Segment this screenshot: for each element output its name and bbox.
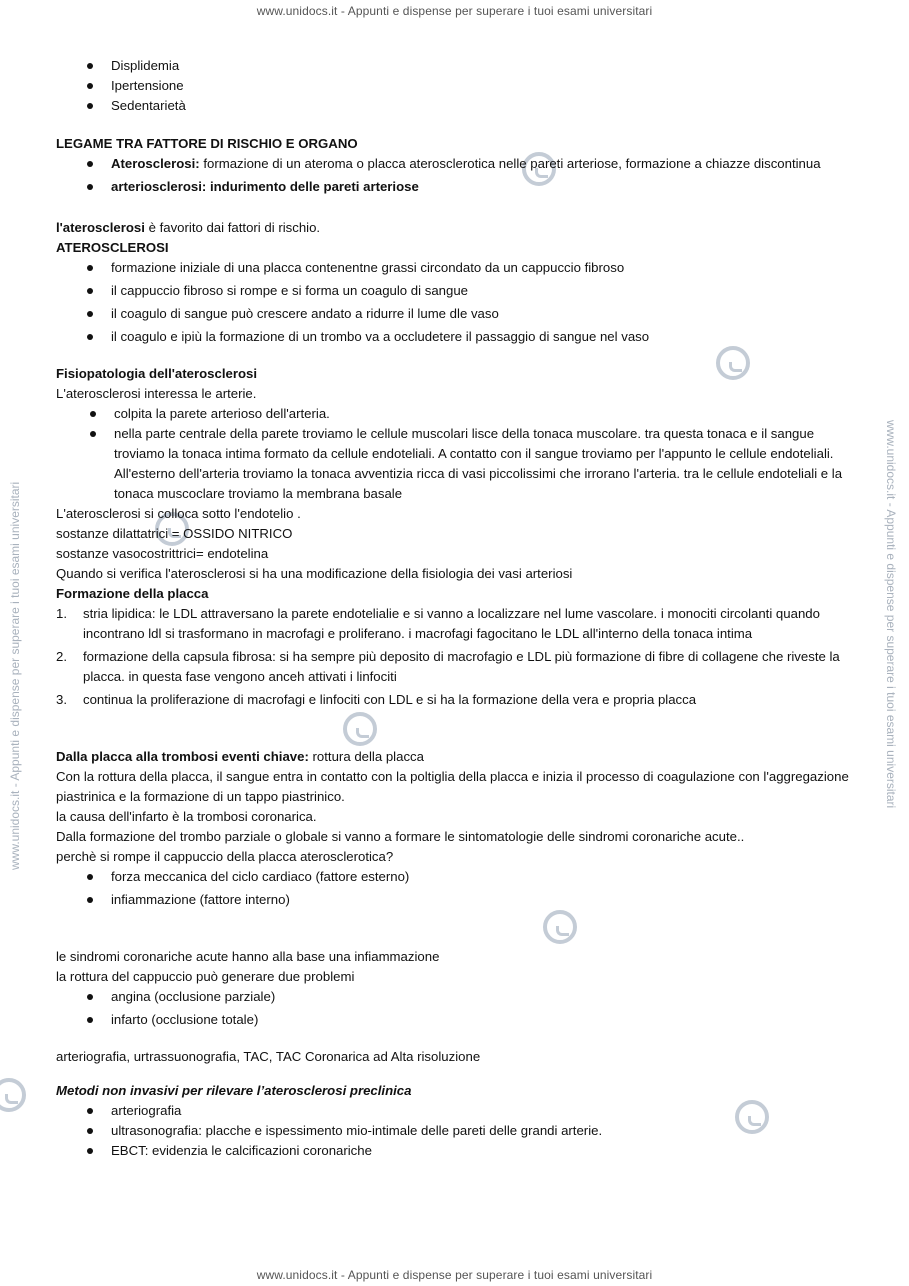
- item-text: continua la proliferazione di macrofagi e linfociti con LDL e si ha la formazione della vera e propria placca: [83, 692, 697, 707]
- list-item: [56, 604, 856, 644]
- list-item: il cappuccio fibroso si rompe e si forma un coagulo di sangue: [56, 281, 856, 301]
- legame-list: [56, 154, 856, 197]
- risk-factor-list: [56, 56, 856, 116]
- list-item: [56, 690, 856, 710]
- list-item: il coagulo di sangue può crescere andato a ridurre il lume dle vaso: [56, 304, 856, 324]
- watermark-side-right: www.unidocs.it - Appunti e dispense per superare i tuoi esami universitari: [884, 420, 898, 809]
- term: Aterosclerosi:: [111, 156, 200, 171]
- watermark-footer: www.unidocs.it - Appunti e dispense per superare i tuoi esami universitari: [256, 1268, 653, 1282]
- paragraph: perchè si rompe il cappuccio della placca aterosclerotica?: [56, 849, 394, 864]
- section-heading-aterosclerosi: ATEROSCLEROSI: [56, 240, 169, 255]
- paragraph: la rottura del cappuccio può generare due problemi: [56, 969, 355, 984]
- paragraph: Dalla formazione del trombo parziale o globale si vanno a formare le sintomatologie delle sindromi coronariche acute..: [56, 829, 745, 844]
- list-item: infarto (occlusione totale): [56, 1010, 856, 1030]
- list-item: nella parte centrale della parete troviamo le cellule muscolari lisce della tonaca muscolare. tra questa tonaca e il sangue troviamo la tonaca intima formato da cellule endoteliali. A contatto con il sangue troviamo per l'appunto le cellule endoteliali. All'esterno dell'arteria troviamo la tonaca avventizia ricca di vasi piccolissimi che irrorano l'arteria. tra le cellule endoteliali e la tonaca muscoclare troviamo la membrana basale: [56, 424, 856, 504]
- paragraph: la causa dell'infarto è la trombosi coronarica.: [56, 809, 317, 824]
- list-item: angina (occlusione parziale): [56, 987, 856, 1007]
- section-heading-metodi: Metodi non invasivi per rilevare l’aterosclerosi preclinica: [56, 1083, 412, 1098]
- watermark-side-left: www.unidocs.it - Appunti e dispense per superare i tuoi esami universitari: [8, 481, 22, 870]
- document-body: [56, 56, 856, 1161]
- item-number: 2.: [56, 649, 67, 664]
- definition: indurimento delle pareti arteriose: [206, 179, 419, 194]
- item-number: 3.: [56, 692, 67, 707]
- paragraph: L'aterosclerosi si colloca sotto l'endotelio .: [56, 506, 301, 521]
- section-heading-placca: Formazione della placca: [56, 586, 209, 601]
- paragraph: Quando si verifica l'aterosclerosi si ha una modificazione della fisiologia dei vasi arteriosi: [56, 566, 573, 581]
- watermark-logo-icon: [0, 1078, 26, 1112]
- list-item: Displidemia: [56, 56, 856, 76]
- paragraph: sostanze vasocostrittrici= endotelina: [56, 546, 269, 561]
- list-item: forza meccanica del ciclo cardiaco (fattore esterno): [56, 867, 856, 887]
- text: è favorito dai fattori di rischio.: [144, 220, 321, 235]
- section-heading-trombosi: [56, 747, 856, 767]
- trombosi-list: [56, 867, 856, 910]
- paragraph: L'aterosclerosi interessa le arterie.: [56, 386, 257, 401]
- item-text: formazione della capsula fibrosa: si ha sempre più deposito di macrofagio e LDL più formazione di fibre di collagene che riveste la placca. in questa fase vengono anceh attivati i linfociti: [83, 649, 840, 684]
- term: arteriosclerosi:: [111, 179, 207, 194]
- placca-numbered-list: [56, 604, 856, 710]
- item-text: stria lipidica: le LDL attraversano la parete endotelialie e si vanno a localizzare nel lume vascolare. i monociti circolanti quando incontrano ldl si trasformano in macrofagi e proliferano. i macrofagi fagocitano le LDL all'interno della tonaca intima: [83, 606, 820, 641]
- list-item: Sedentarietà: [56, 96, 856, 116]
- item-number: 1.: [56, 606, 67, 621]
- term: l'aterosclerosi: [56, 220, 145, 235]
- list-item: EBCT: evidenzia le calcificazioni coronariche: [56, 1141, 856, 1161]
- list-item: arteriografia: [56, 1101, 856, 1121]
- heading-bold: Dalla placca alla trombosi eventi chiave:: [56, 749, 309, 764]
- paragraph: arteriografia, urtrassuonografia, TAC, TAC Coronarica ad Alta risoluzione: [56, 1049, 481, 1064]
- fisiopatologia-list: [56, 404, 856, 504]
- list-item: formazione iniziale di una placca contenentne grassi circondato da un cappuccio fibroso: [56, 258, 856, 278]
- section-heading-fisiopatologia: Fisiopatologia dell'aterosclerosi: [56, 366, 257, 381]
- paragraph: le sindromi coronariche acute hanno alla base una infiammazione: [56, 949, 440, 964]
- list-item: ultrasonografia: placche e ispessimento mio-intimale delle pareti delle grandi arterie.: [56, 1121, 856, 1141]
- list-item: [56, 647, 856, 687]
- watermark-header: www.unidocs.it - Appunti e dispense per superare i tuoi esami universitari: [256, 4, 653, 18]
- paragraph: Con la rottura della placca, il sangue entra in contatto con la poltiglia della placca e inizia il processo di coagulazione con l'aggregazione piastrinica e la formazione di un tappo piastrinico.: [56, 769, 849, 804]
- metodi-list: [56, 1101, 856, 1161]
- list-item: [56, 177, 856, 197]
- definition: formazione di un ateroma o placca aterosclerotica nelle pareti arteriose, formazione a chiazze discontinua: [199, 156, 821, 171]
- list-item: [56, 154, 856, 174]
- list-item: infiammazione (fattore interno): [56, 890, 856, 910]
- list-item: colpita la parete arterioso dell'arteria.: [56, 404, 856, 424]
- aterosclerosi-list: [56, 258, 856, 347]
- paragraph: sostanze dilattatrici = OSSIDO NITRICO: [56, 526, 293, 541]
- heading-rest: rottura della placca: [308, 749, 424, 764]
- ateroscl-intro: [56, 218, 856, 238]
- list-item: Ipertensione: [56, 76, 856, 96]
- sindromi-list: [56, 987, 856, 1030]
- section-heading-legame: LEGAME TRA FATTORE DI RISCHIO E ORGANO: [56, 136, 358, 151]
- list-item: il coagulo e ipiù la formazione di un trombo va a occludetere il passaggio di sangue nel vaso: [56, 327, 856, 347]
